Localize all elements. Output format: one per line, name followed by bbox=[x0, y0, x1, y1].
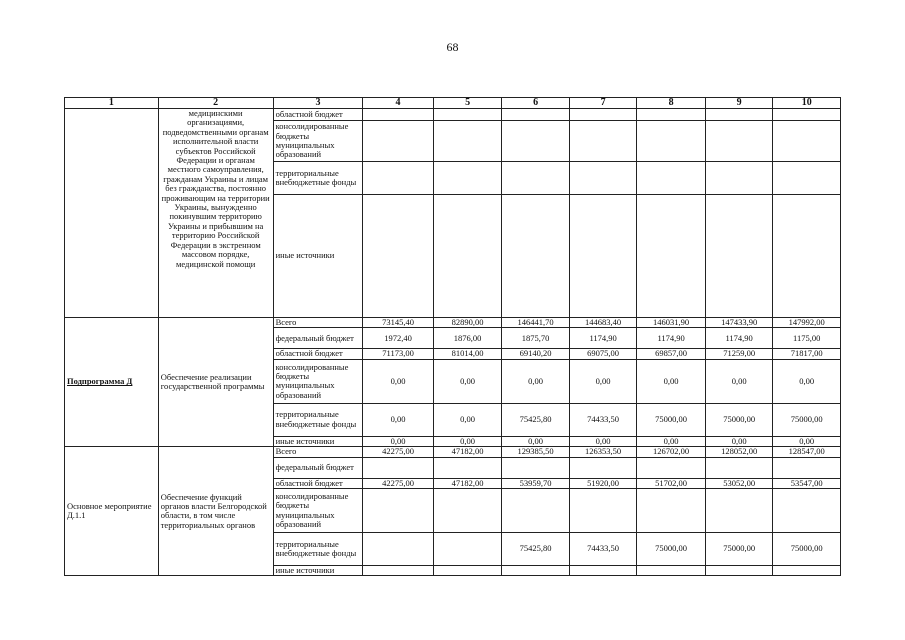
value-cell bbox=[363, 162, 434, 195]
value-cell bbox=[363, 195, 434, 318]
funding-source-label: федеральный бюджет bbox=[273, 457, 363, 478]
value-cell bbox=[773, 109, 841, 121]
value-cell: 51920,00 bbox=[569, 478, 637, 488]
value-cell: 0,00 bbox=[502, 359, 570, 403]
funding-source-label: иные источники bbox=[273, 436, 363, 446]
value-cell: 81014,00 bbox=[433, 349, 502, 359]
value-cell: 0,00 bbox=[637, 436, 706, 446]
funding-source-label: консолидированные бюджеты муниципальных образований bbox=[273, 121, 363, 162]
funding-source-label: областной бюджет bbox=[273, 109, 363, 121]
table-row bbox=[65, 318, 841, 328]
value-cell bbox=[502, 195, 570, 318]
value-cell: 0,00 bbox=[569, 436, 637, 446]
header-cell: 10 bbox=[773, 98, 841, 109]
value-cell: 53959,70 bbox=[502, 478, 570, 488]
value-cell: 51702,00 bbox=[637, 478, 706, 488]
value-cell: 69140,20 bbox=[502, 349, 570, 359]
value-cell bbox=[637, 457, 706, 478]
funding-source-label: территориальные внебюджетные фонды bbox=[273, 533, 363, 566]
header-cell: 1 bbox=[65, 98, 159, 109]
value-cell: 0,00 bbox=[569, 359, 637, 403]
value-cell bbox=[569, 457, 637, 478]
value-cell: 75000,00 bbox=[637, 403, 706, 436]
value-cell: 1876,00 bbox=[433, 328, 502, 349]
funding-source-label: областной бюджет bbox=[273, 478, 363, 488]
value-cell: 75000,00 bbox=[705, 403, 773, 436]
value-cell bbox=[705, 121, 773, 162]
cont-col1-cell bbox=[65, 109, 159, 318]
value-cell bbox=[433, 533, 502, 566]
value-cell: 75425,80 bbox=[502, 403, 570, 436]
value-cell bbox=[433, 457, 502, 478]
value-cell bbox=[502, 489, 570, 533]
value-cell: 0,00 bbox=[773, 436, 841, 446]
value-cell: 144683,40 bbox=[569, 318, 637, 328]
value-cell: 1174,90 bbox=[705, 328, 773, 349]
table-row bbox=[65, 447, 841, 457]
funding-source-label: иные источники bbox=[273, 566, 363, 576]
value-cell: 0,00 bbox=[773, 359, 841, 403]
value-cell bbox=[637, 195, 706, 318]
value-cell bbox=[433, 566, 502, 576]
value-cell: 146031,90 bbox=[637, 318, 706, 328]
value-cell bbox=[637, 162, 706, 195]
funding-source-label: областной бюджет bbox=[273, 349, 363, 359]
value-cell: 47182,00 bbox=[433, 447, 502, 457]
value-cell bbox=[705, 195, 773, 318]
value-cell: 74433,50 bbox=[569, 533, 637, 566]
funding-source-label: Всего bbox=[273, 447, 363, 457]
value-cell: 0,00 bbox=[433, 403, 502, 436]
value-cell: 1175,00 bbox=[773, 328, 841, 349]
funding-source-label: Всего bbox=[273, 318, 363, 328]
value-cell bbox=[363, 457, 434, 478]
value-cell bbox=[705, 566, 773, 576]
value-cell bbox=[502, 121, 570, 162]
value-cell: 1875,70 bbox=[502, 328, 570, 349]
value-cell: 47182,00 bbox=[433, 478, 502, 488]
value-cell bbox=[637, 566, 706, 576]
value-cell: 1174,90 bbox=[637, 328, 706, 349]
value-cell: 53547,00 bbox=[773, 478, 841, 488]
funding-source-label: территориальные внебюджетные фонды bbox=[273, 403, 363, 436]
subprogram-name bbox=[65, 318, 159, 447]
header-row bbox=[65, 98, 841, 109]
value-cell: 147433,90 bbox=[705, 318, 773, 328]
value-cell: 71259,00 bbox=[705, 349, 773, 359]
value-cell bbox=[433, 195, 502, 318]
value-cell: 0,00 bbox=[433, 359, 502, 403]
value-cell: 82890,00 bbox=[433, 318, 502, 328]
value-cell bbox=[502, 162, 570, 195]
value-cell: 146441,70 bbox=[502, 318, 570, 328]
value-cell bbox=[363, 109, 434, 121]
value-cell bbox=[705, 489, 773, 533]
value-cell bbox=[363, 489, 434, 533]
value-cell bbox=[773, 195, 841, 318]
page-number: 68 bbox=[446, 40, 459, 54]
value-cell bbox=[569, 109, 637, 121]
budget-table bbox=[64, 97, 841, 576]
value-cell: 71817,00 bbox=[773, 349, 841, 359]
value-cell: 75000,00 bbox=[637, 533, 706, 566]
value-cell: 1972,40 bbox=[363, 328, 434, 349]
header-cell: 2 bbox=[158, 98, 273, 109]
value-cell bbox=[569, 566, 637, 576]
value-cell bbox=[502, 109, 570, 121]
value-cell bbox=[363, 533, 434, 566]
value-cell bbox=[773, 457, 841, 478]
activity-description: Обеспечение функций органов власти Белгородской области, в том числе территориальных органов bbox=[158, 447, 273, 576]
value-cell: 71173,00 bbox=[363, 349, 434, 359]
header-cell: 8 bbox=[637, 98, 706, 109]
value-cell bbox=[705, 457, 773, 478]
funding-source-label: иные источники bbox=[273, 195, 363, 318]
value-cell: 73145,40 bbox=[363, 318, 434, 328]
value-cell: 147992,00 bbox=[773, 318, 841, 328]
value-cell bbox=[569, 489, 637, 533]
value-cell: 128547,00 bbox=[773, 447, 841, 457]
value-cell: 53052,00 bbox=[705, 478, 773, 488]
value-cell: 0,00 bbox=[705, 436, 773, 446]
value-cell bbox=[569, 162, 637, 195]
value-cell: 126702,00 bbox=[637, 447, 706, 457]
value-cell bbox=[502, 457, 570, 478]
value-cell bbox=[705, 162, 773, 195]
value-cell bbox=[637, 121, 706, 162]
value-cell bbox=[569, 195, 637, 318]
value-cell: 42275,00 bbox=[363, 478, 434, 488]
value-cell: 69857,00 bbox=[637, 349, 706, 359]
funding-source-label: территориальные внебюджетные фонды bbox=[273, 162, 363, 195]
value-cell: 75000,00 bbox=[773, 533, 841, 566]
value-cell: 0,00 bbox=[705, 359, 773, 403]
value-cell: 75000,00 bbox=[773, 403, 841, 436]
value-cell: 128052,00 bbox=[705, 447, 773, 457]
value-cell bbox=[773, 566, 841, 576]
value-cell bbox=[363, 121, 434, 162]
value-cell: 42275,00 bbox=[363, 447, 434, 457]
value-cell bbox=[705, 109, 773, 121]
value-cell: 75000,00 bbox=[705, 533, 773, 566]
value-cell bbox=[433, 162, 502, 195]
value-cell bbox=[773, 121, 841, 162]
funding-source-label: консолидированные бюджеты муниципальных образований bbox=[273, 489, 363, 533]
value-cell bbox=[637, 109, 706, 121]
header-cell: 5 bbox=[433, 98, 502, 109]
funding-source-label: консолидированные бюджеты муниципальных образований bbox=[273, 359, 363, 403]
cont-col2-text: медицинскими организациями, подведомственными органам исполнительной власти субъектов Российской Федерации и органам местного самоуправления, гражданам Украины и лицам без гражданства, постоянно проживающим на территории Украины, вынужденно покинувшим территорию Украины и прибывшим на территорию Российской Федерации в экстренном массовом порядке, медицинской помощи bbox=[158, 109, 273, 318]
header-cell: 9 bbox=[705, 98, 773, 109]
value-cell bbox=[433, 121, 502, 162]
value-cell: 0,00 bbox=[363, 403, 434, 436]
value-cell bbox=[569, 121, 637, 162]
value-cell: 0,00 bbox=[502, 436, 570, 446]
value-cell bbox=[773, 489, 841, 533]
value-cell: 0,00 bbox=[637, 359, 706, 403]
value-cell: 129385,50 bbox=[502, 447, 570, 457]
subprogram-description: Обеспечение реализации государственной программы bbox=[158, 318, 273, 447]
table-row bbox=[65, 109, 841, 121]
value-cell bbox=[773, 162, 841, 195]
value-cell bbox=[433, 489, 502, 533]
header-cell: 6 bbox=[502, 98, 570, 109]
header-cell: 7 bbox=[569, 98, 637, 109]
value-cell: 75425,80 bbox=[502, 533, 570, 566]
value-cell: 1174,90 bbox=[569, 328, 637, 349]
value-cell: 0,00 bbox=[363, 359, 434, 403]
value-cell bbox=[433, 109, 502, 121]
value-cell bbox=[502, 566, 570, 576]
value-cell bbox=[363, 566, 434, 576]
value-cell: 126353,50 bbox=[569, 447, 637, 457]
value-cell: 74433,50 bbox=[569, 403, 637, 436]
value-cell: 0,00 bbox=[363, 436, 434, 446]
header-cell: 3 bbox=[273, 98, 363, 109]
header-cell: 4 bbox=[363, 98, 434, 109]
value-cell: 69075,00 bbox=[569, 349, 637, 359]
activity-name: Основное мероприятие Д.1.1 bbox=[65, 447, 159, 576]
funding-source-label: федеральный бюджет bbox=[273, 328, 363, 349]
subprogram-name-text: Подпрограмма Д bbox=[67, 376, 133, 387]
value-cell bbox=[637, 489, 706, 533]
value-cell: 0,00 bbox=[433, 436, 502, 446]
